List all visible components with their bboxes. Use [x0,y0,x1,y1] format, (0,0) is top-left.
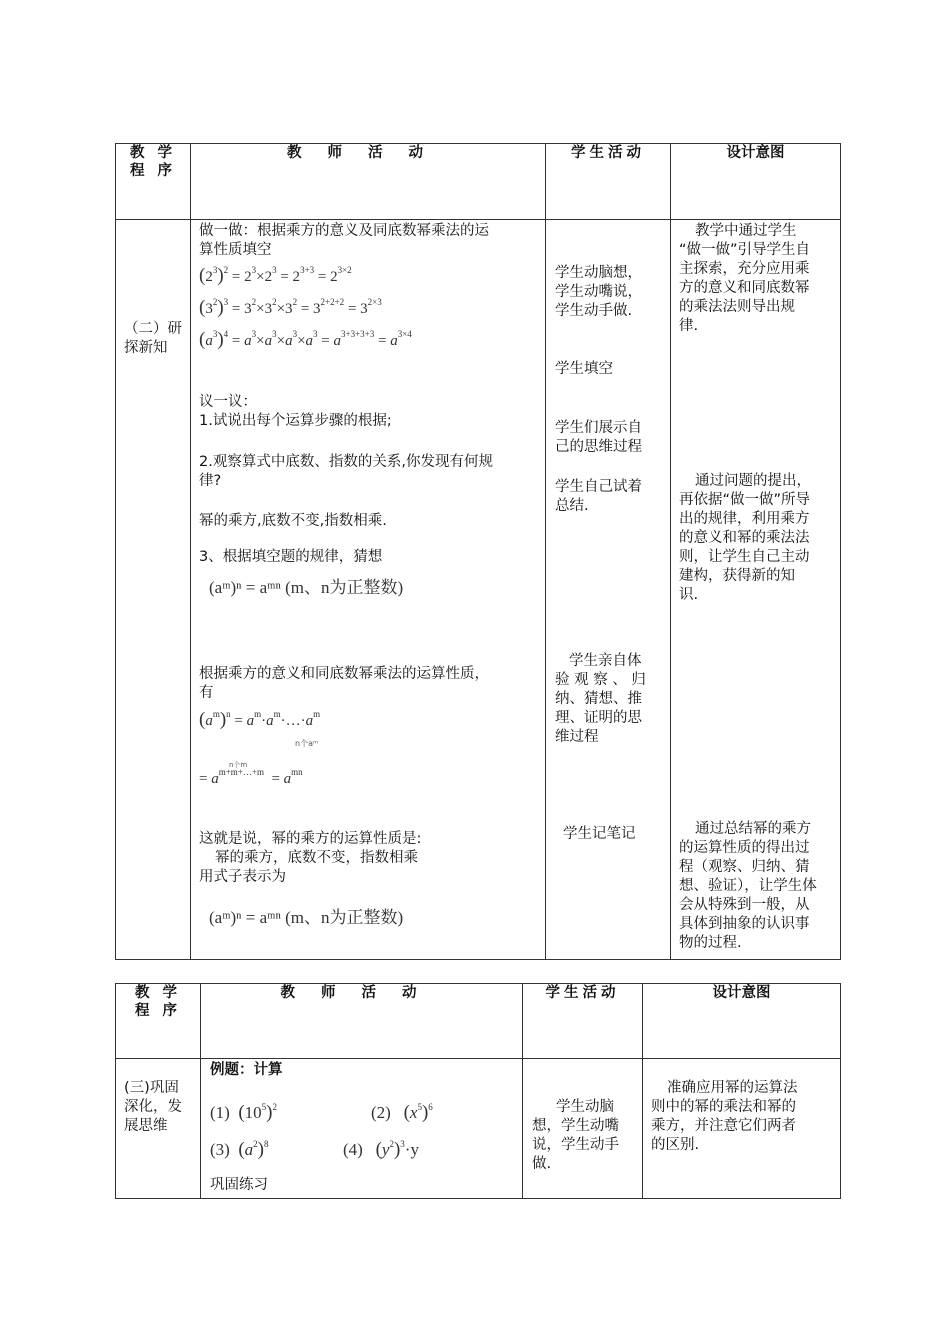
header-student-2: 学生活动 [523,984,643,1059]
n-count-label-2: n个m [229,761,248,769]
discuss-block [199,393,392,431]
derivation-line-2: = $a^{m+m+\dots+m} = a^{mn}$ [199,767,303,787]
rule-short: 幂的乘方,底数不变,指数相乘. [199,513,387,529]
student-activity-3: 学生们展示自 己的思维过程 [555,420,642,455]
derivation-line-1: $(a^m)^n$ = $a^m\cdot a^m\cdot\dots\cdot a^m$ [199,709,321,730]
question-2: 2.观察算式中底数、指数的关系,你发现有何规 律? [199,454,493,489]
table-1-body-row [116,220,841,960]
intent-1: 教学中通过学生 “做一做”引导学生自 主探索，充分应用乘 方的意义和同底数幂 的乘法法则导出规 律. [679,223,811,334]
stage-line-2: 探新知 [124,340,168,356]
practice-label: 巩固练习 [210,1177,268,1193]
table-2-header-row [116,984,841,1059]
example-item-3: (3) $(a^2)^8$ [210,1139,269,1160]
discuss-title: 议一议： [199,394,257,410]
question-1: 1.试说出每个运算步骤的根据; [199,413,392,429]
intent-2: 通过问题的提出， 再依据“做一做”所导 出的规律，利用乘方 的意义和幂的乘法法 则，让学生自己主动 建构，获得新的知 识. [679,473,811,603]
student-activity-6: 学生记笔记 [563,826,636,842]
header-stage-line-1: 教 学 [129,145,177,161]
table-1-header-row [116,144,841,220]
header-teacher-2: 教师活动 [201,984,523,1059]
lesson-table-2 [115,983,841,1199]
header-stage-2-line-2: 程 序 [134,1003,182,1019]
intent-cell [671,220,841,960]
question-3: 3、根据填空题的规律，猜想 [199,549,383,565]
student-activity-2: 学生填空 [555,361,613,377]
header-stage-line-2: 程 序 [129,163,177,179]
student-activity-t2: 学生动脑 想，学生动嘴 说，学生动手 做. [532,1099,619,1172]
stage-cell-2: (三)巩固 深化，发 展思维 [116,1059,201,1199]
formula-row-2: $(3^2)^3 = 3^2\times 3^2\times 3^2 = 3^{2+2+2} = 3^{2\times 3}$ [199,297,382,318]
example-title: 例题：计算 [210,1062,283,1078]
n-count-label: n个aᵐ [295,739,318,748]
intent-3: 通过总结幂的乘方 的运算性质的得出过 程（观察、归纳、猜 想、验证），让学生体 会从特殊到一般，从 具体到抽象的认识事 物的过程. [679,821,817,951]
student-cell [546,220,671,960]
stage-line-1: （二）研 [124,321,182,337]
header-intent-2: 设计意图 [643,984,841,1059]
student-cell-2 [523,1059,643,1199]
student-activity-1: 学生动脑想， 学生动嘴说， 学生动手做. [555,265,642,319]
header-stage-2-line-1: 教 学 [134,985,182,1001]
stage-cell [116,220,191,960]
intro-text: 做一做：根据乘方的意义及同底数幂乘法的运 算性质填空 [199,223,489,258]
intent-cell-2 [643,1059,841,1199]
header-stage [116,144,191,220]
lesson-table-1 [115,143,841,960]
formula-guess: (aᵐ)ⁿ = aᵐⁿ (m、n为正整数) [209,578,404,597]
derive-intro: 根据乘方的意义和同底数幂乘法的运算性质， 有 [199,666,489,701]
header-student: 学生活动 [546,144,671,220]
formula-final: (aᵐ)ⁿ = aᵐⁿ (m、n为正整数) [209,908,404,927]
example-item-4: (4) $(y^2)^3\cdot y$ [343,1139,419,1160]
conclusion-text: 这就是说，幂的乘方的运算性质是: 幂的乘方，底数不变，指数相乘 用式子表示为 [199,831,422,885]
teacher-cell-2 [201,1059,523,1199]
header-intent: 设计意图 [671,144,841,220]
teacher-cell [191,220,546,960]
student-activity-4: 学生自己试着 总结. [555,479,642,514]
header-stage-2 [116,984,201,1059]
student-activity-5: 学生亲自体 验 观 察 、 归 纳、猜想、推 理、证明的思 维过程 [555,653,646,745]
example-item-2: (2) $(x^5)^6$ [371,1102,433,1123]
table-2-body-row [116,1059,841,1199]
formula-row-3: $(a^3)^4 = a^3\times a^3\times a^3\times a^3 = a^{3+3+3+3} = a^{3\times 4}$ [199,329,412,350]
intent-t2: 准确应用幂的运算法 则中的幂的乘法和幂的 乘方，并注意它们两者 的区别. [651,1080,798,1153]
formula-row-1: $(2^3)^2 = 2^3\times 2^3 = 2^{3+3} = 2^{3\times 2}$ [199,265,352,286]
example-item-1: (1) $(10^5)^2$ [210,1102,277,1123]
header-teacher: 教师活动 [191,144,546,220]
